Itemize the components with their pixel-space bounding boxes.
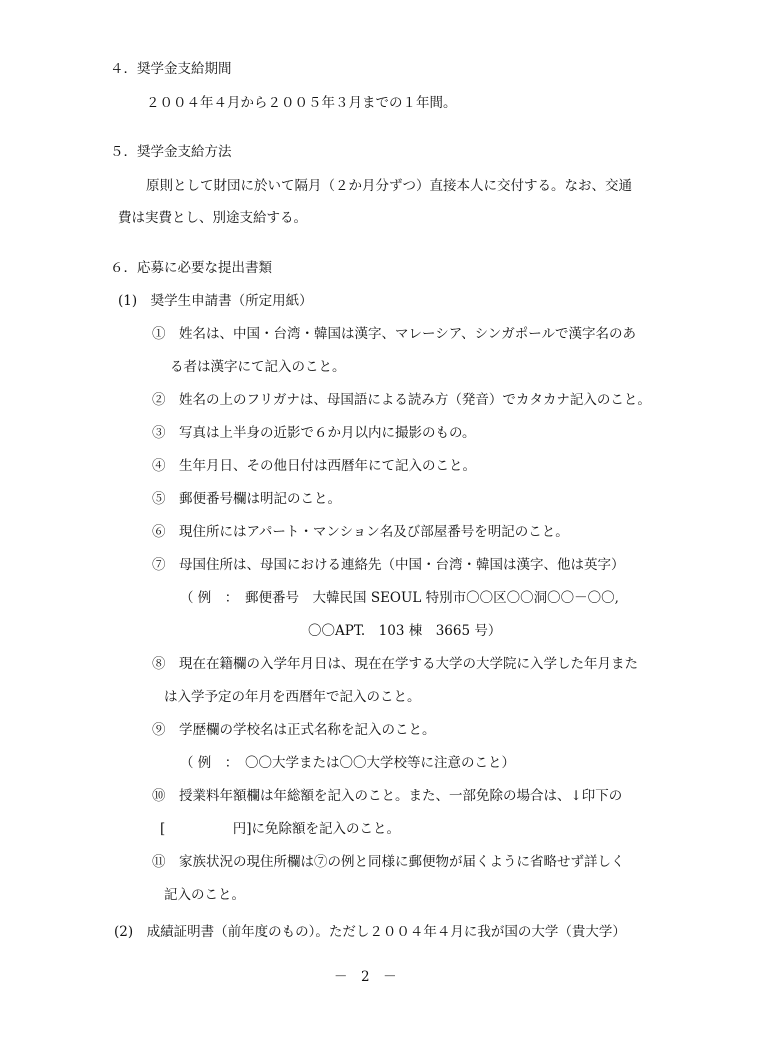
item-1-line1: ① 姓名は、中国・台湾・韓国は漢字、マレーシア、シンガポールで漢字名のあ (152, 326, 637, 342)
item-8-line1: ⑧ 現在在籍欄の入学年月日は、現在在学する大学の大学院に入学した年月また (152, 656, 638, 672)
item-10-line1: ⑩ 授業料年額欄は年総額を記入のこと。また、一部免除の場合は、↓印下の (152, 788, 623, 804)
item-7-example-line1: （ 例 ： 郵便番号 大韓民国 SEOUL 特別市〇〇区〇〇洞〇〇－〇〇, (180, 590, 619, 606)
section-4-body: ２００４年４月から２００５年３月までの１年間。 (146, 95, 457, 111)
subsection-1-title: (1) 奨学生申請書（所定用紙） (118, 293, 313, 309)
item-4: ④ 生年月日、その他日付は西暦年にて記入のこと。 (152, 458, 476, 474)
item-9-example: （ 例 ： 〇〇大学または〇〇大学校等に注意のこと） (180, 755, 516, 771)
item-7: ⑦ 母国住所は、母国における連絡先（中国・台湾・韓国は漢字、他は英字） (152, 557, 625, 573)
page-number: － 2 － (334, 969, 397, 985)
section-6-heading: ６．応募に必要な提出書類 (110, 260, 272, 276)
item-9: ⑨ 学歴欄の学校名は正式名称を記入のこと。 (152, 722, 436, 738)
item-2: ② 姓名の上のフリガナは、母国語による読み方（発音）でカタカナ記入のこと。 (152, 392, 651, 408)
item-10-line2: [ 円]に免除額を記入のこと。 (160, 821, 401, 837)
item-3: ③ 写真は上半身の近影で６か月以内に撮影のもの。 (152, 425, 476, 441)
section-5-body-line2: 費は実費とし、別途支給する。 (118, 210, 307, 226)
item-5: ⑤ 郵便番号欄は明記のこと。 (152, 491, 341, 507)
subsection-2-title: (2) 成績証明書（前年度のもの）。ただし２００４年４月に我が国の大学（貴大学） (114, 924, 626, 940)
item-6: ⑥ 現住所にはアパート・マンション名及び部屋番号を明記のこと。 (152, 524, 569, 540)
item-7-example-line2: 〇〇APT. 103 棟 3665 号） (308, 623, 502, 639)
section-4-heading: ４．奨学金支給期間 (110, 61, 232, 77)
item-11-line2: 記入のこと。 (164, 887, 245, 903)
section-5-body-line1: 原則として財団に於いて隔月（２か月分ずつ）直接本人に交付する。なお、交通 (146, 178, 632, 194)
item-8-line2: は入学予定の年月を西暦年で記入のこと。 (164, 689, 421, 705)
section-5-heading: ５．奨学金支給方法 (110, 144, 232, 160)
item-11-line1: ⑪ 家族状況の現住所欄は⑦の例と同様に郵便物が届くように省略せず詳しく (152, 854, 625, 870)
item-1-line2: る者は漢字にて記入のこと。 (170, 359, 346, 375)
